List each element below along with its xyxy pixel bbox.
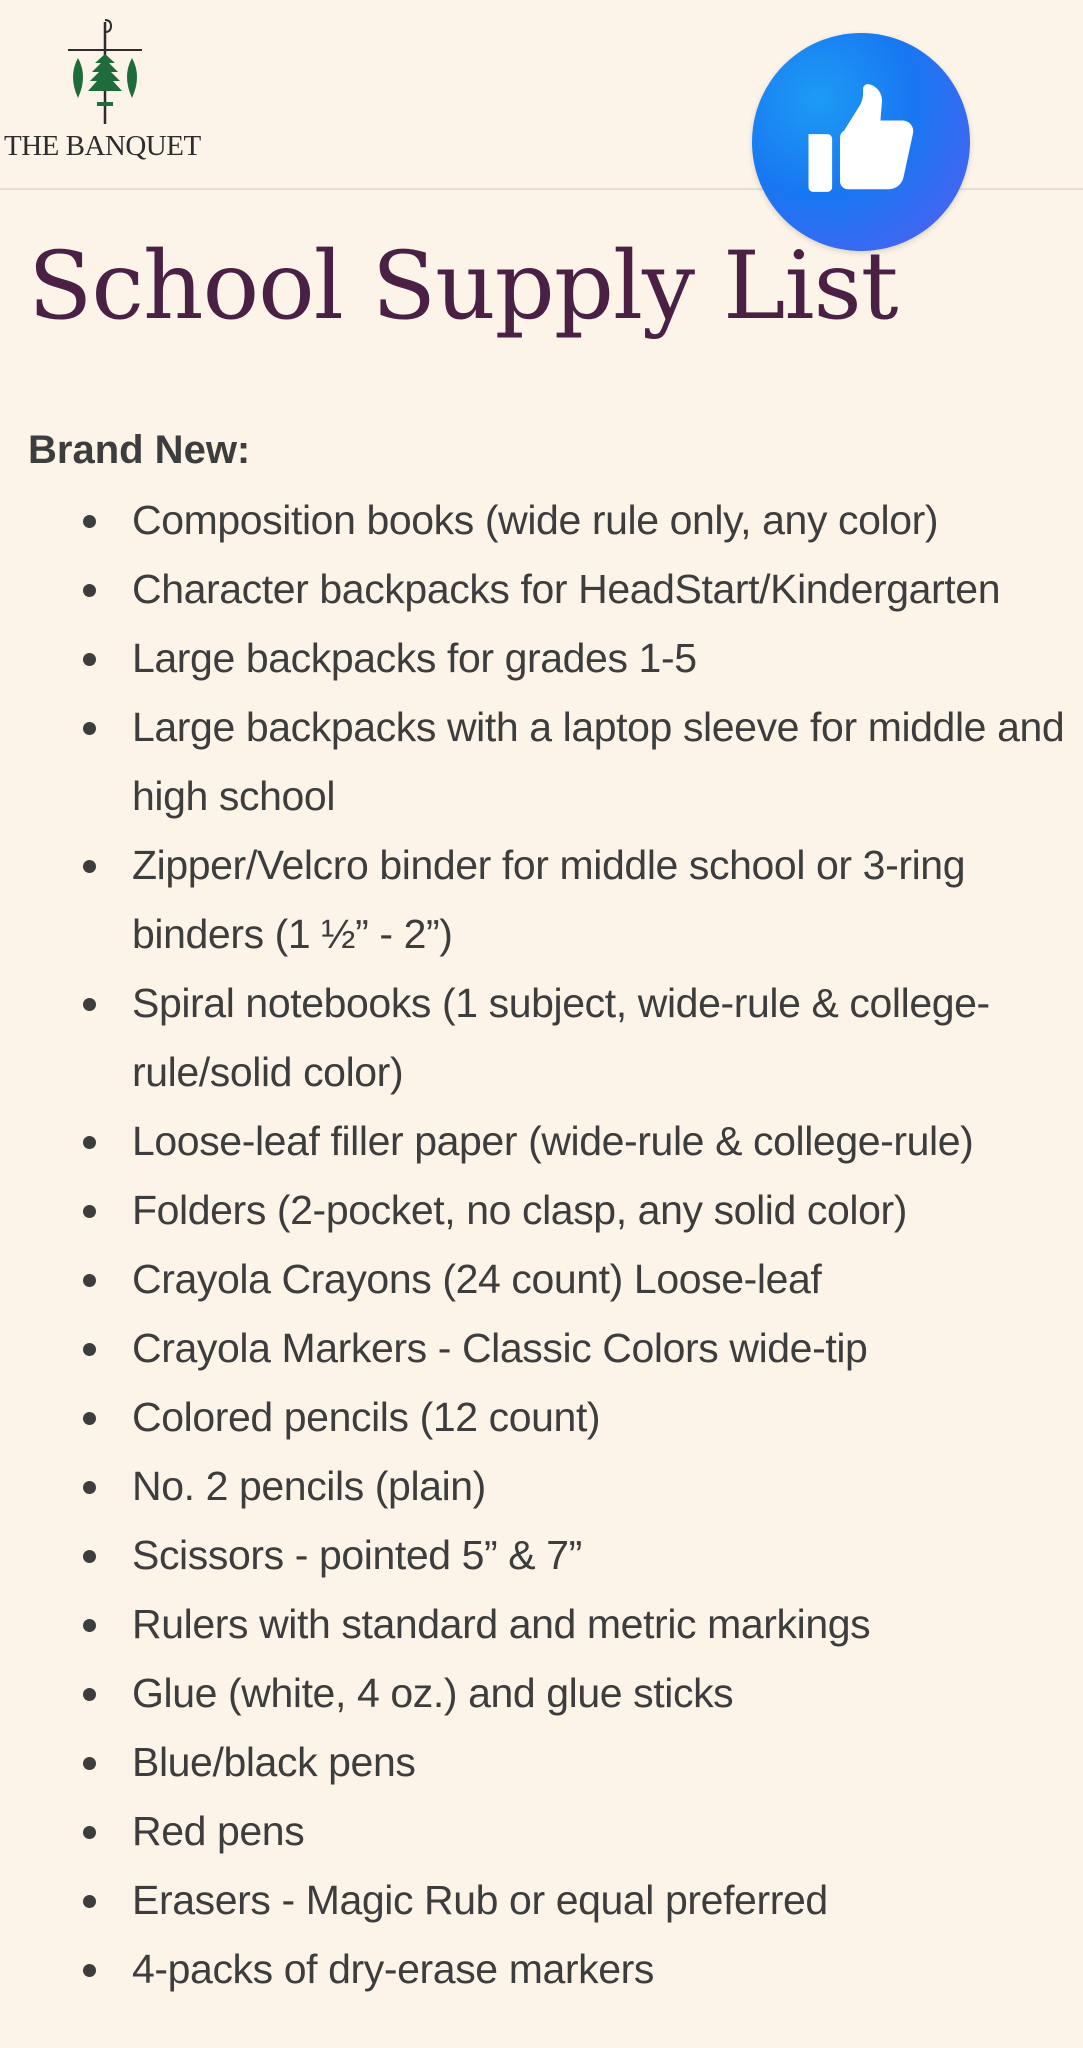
section-heading: Brand New: — [28, 428, 251, 472]
list-item: Loose-leaf filler paper (wide-rule & college-rule) — [132, 1107, 1072, 1176]
like-button[interactable] — [752, 33, 970, 251]
logo-text: THE BANQUET — [4, 130, 201, 162]
list-item: Spiral notebooks (1 subject, wide-rule & college-rule/solid color) — [132, 969, 1072, 1107]
thumbs-up-icon — [798, 79, 924, 205]
supply-list — [132, 486, 1072, 2004]
cross-with-trees-logo-icon — [60, 18, 150, 128]
list-item: Erasers - Magic Rub or equal preferred — [132, 1866, 1072, 1935]
list-item: Large backpacks for grades 1-5 — [132, 624, 1072, 693]
list-item: Large backpacks with a laptop sleeve for middle and high school — [132, 693, 1072, 831]
list-item: Scissors - pointed 5” & 7” — [132, 1521, 1072, 1590]
list-item: Crayola Markers - Classic Colors wide-tip — [132, 1314, 1072, 1383]
list-item: Colored pencils (12 count) — [132, 1383, 1072, 1452]
list-item: Zipper/Velcro binder for middle school or 3-ring binders (1 ½” - 2”) — [132, 831, 1072, 969]
list-item: Character backpacks for HeadStart/Kindergarten — [132, 555, 1072, 624]
list-item: Rulers with standard and metric markings — [132, 1590, 1072, 1659]
list-item: 4-packs of dry-erase markers — [132, 1935, 1072, 2004]
list-item: Crayola Crayons (24 count) Loose-leaf — [132, 1245, 1072, 1314]
list-item: Red pens — [132, 1797, 1072, 1866]
list-item: No. 2 pencils (plain) — [132, 1452, 1072, 1521]
list-item: Composition books (wide rule only, any color) — [132, 486, 1072, 555]
page-title: School Supply List — [28, 232, 898, 341]
list-item: Glue (white, 4 oz.) and glue sticks — [132, 1659, 1072, 1728]
banquet-logo[interactable] — [4, 18, 204, 168]
list-item: Blue/black pens — [132, 1728, 1072, 1797]
list-item: Folders (2-pocket, no clasp, any solid color) — [132, 1176, 1072, 1245]
